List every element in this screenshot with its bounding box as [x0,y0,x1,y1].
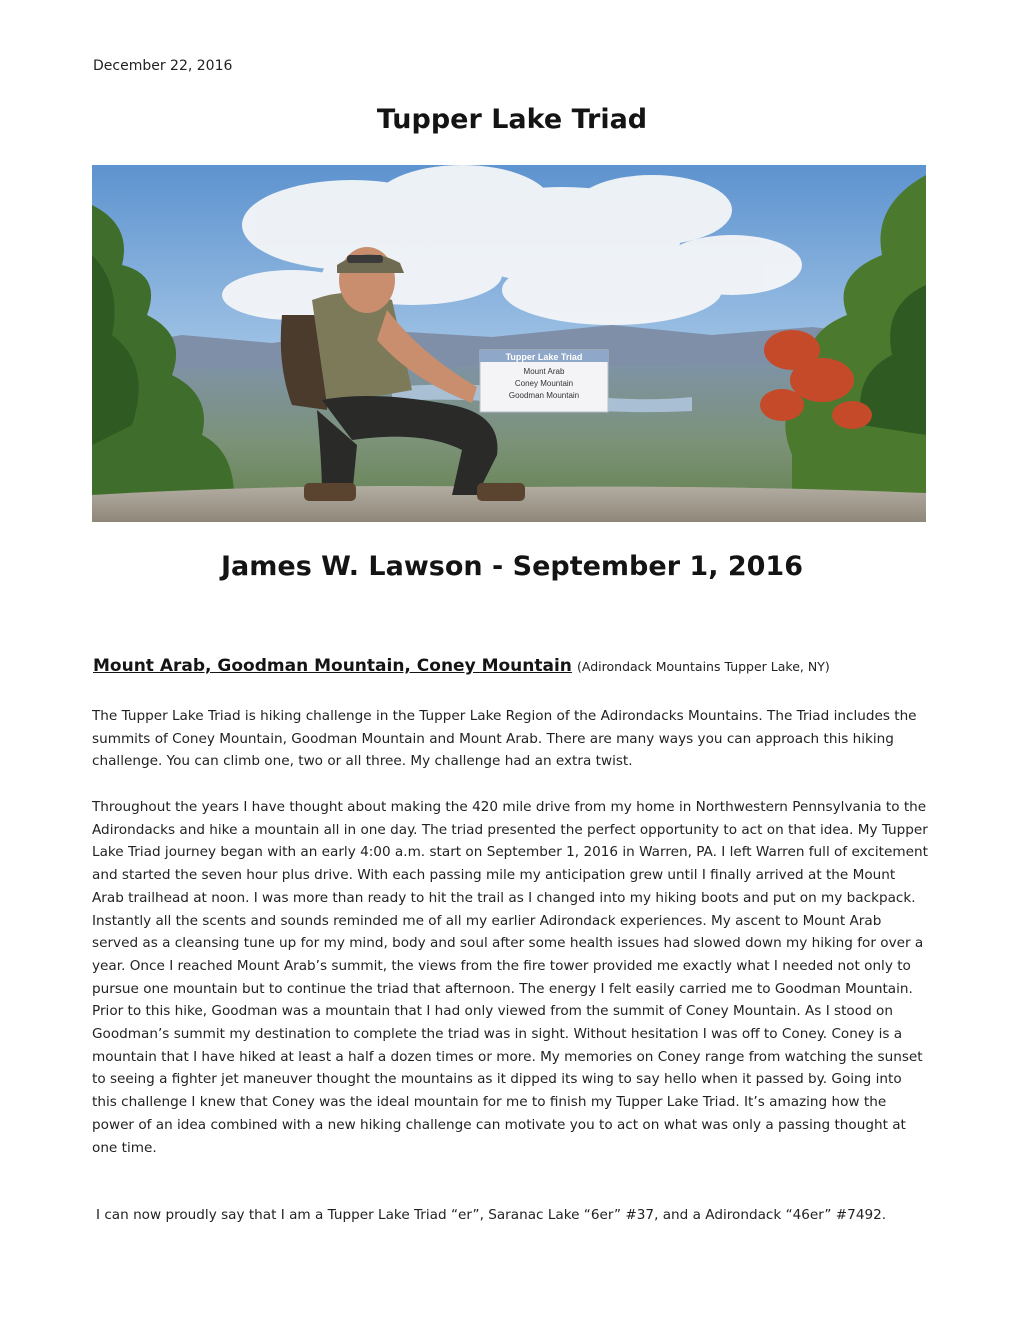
letter-date: December 22, 2016 [93,58,233,74]
paragraph-journey: Throughout the years I have thought about making the 420 mile drive from my home in Northwestern Pennsylvania to the Adirondacks and hike a mountain all in one day. The triad presented the perfect opportunity to act on that idea. My Tupper Lake Triad journey began with an early 4:00 a.m. start on September 1, 2016 in Warren, PA. I left Warren full of excitement and started the seven hour plus drive. With each passing mile my anticipation grew until I finally arrived at the Mount Arab trailhead at noon. I was more than ready to hit the trail as I changed into my hiking boots and put on my backpack. Instantly all the scents and sounds reminded me of all my earlier Adirondack experiences. My ascent to Mount Arab served as a cleansing tune up for my mind, body and soul after some health issues had slowed down my hiking for over a year. Once I reached Mount Arab’s summit, the views from the fire tower provided me exactly what I needed not only to pursue one mountain but to continue the triad that afternoon. The energy I felt easily carried me to Goodman Mountain. Prior to this hike, Goodman was a mountain that I had only viewed from the summit of Coney Mountain. As I stood on Goodman’s summit my destination to complete the triad was in sight. Without hesitation I was off to Coney. Coney is a mountain that I have hiked at least a half a dozen times or more. My memories on Coney range from watching the sunset to seeing a fighter jet maneuver thought the mountains as it dipped its wing to say hello when it passed by. Going into this challenge I knew that Coney was the ideal mountain for me to finish my Tupper Lake Triad. It’s amazing how the power of an idea combined with a new hiking challenge can motivate you to act on what was only a passing thought at one time. [92,799,928,1156]
sign-line-1: Tupper Lake Triad [505,352,583,362]
paragraph-conclusion: I can now proudly say that I am a Tupper Lake Triad “er”, Saranac Lake “6er” #37, and a Adirondack “46er” #7492. [96,1207,887,1223]
mountains-heading: Mount Arab, Goodman Mountain, Coney Mountain [93,656,572,676]
location-note: (Adirondack Mountains Tupper Lake, NY) [577,659,830,674]
page-title: Tupper Lake Triad [376,104,648,135]
author-date-heading: James W. Lawson - September 1, 2016 [220,551,804,582]
sign-line-2: Mount Arab [523,367,565,376]
sign-line-3: Coney Mountain [514,379,574,388]
paragraph-intro: The Tupper Lake Triad is hiking challenge in the Tupper Lake Region of the Adirondacks Mountains. The Triad includes the summits of Coney Mountain, Goodman Mountain and Mount Arab. There are many ways you can approach this hiking challenge. You can climb one, two or all three. My challenge had an extra twist. [92,708,917,770]
section-heading [93,656,830,676]
summit-photo [92,165,926,522]
sign-line-4: Goodman Mountain [508,391,580,400]
